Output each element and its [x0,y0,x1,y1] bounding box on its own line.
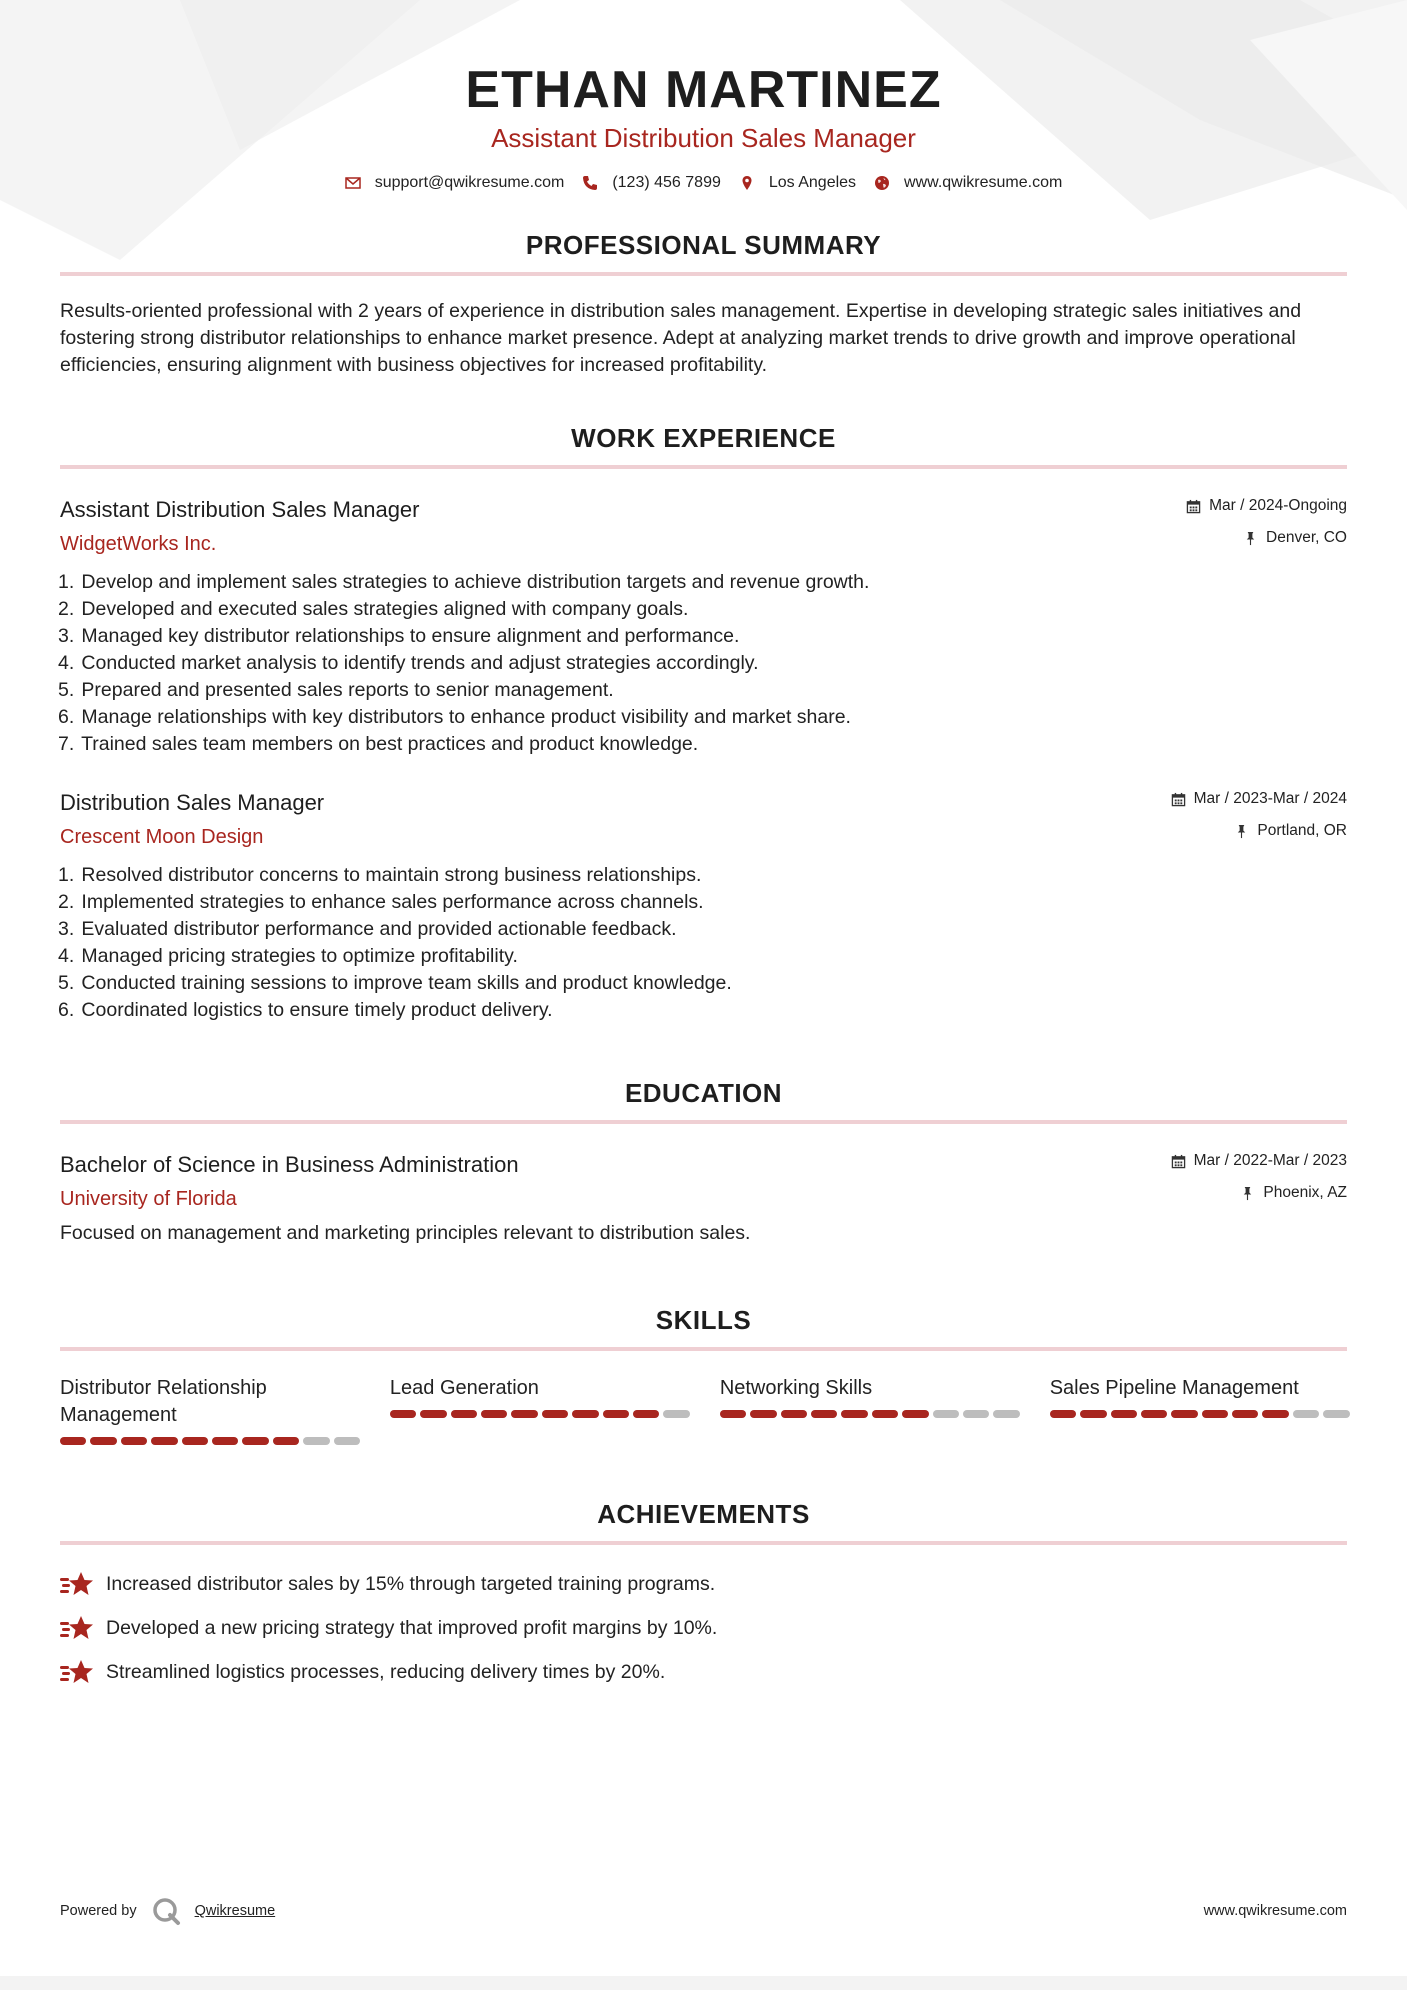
achievement-text: Streamlined logistics processes, reducing delivery times by 20%. [106,1660,666,1683]
skill-name: Lead Generation [389,1377,539,1399]
skill-dot-filled [121,1437,147,1445]
contact-location [739,174,856,192]
skills-list [60,1375,1347,1445]
calendar-icon [1186,499,1201,514]
skill-dot-filled [720,1410,746,1418]
skill-dot-empty [1293,1410,1319,1418]
skill-dot-empty [933,1410,959,1418]
job-location [1171,820,1347,842]
skill-dot-filled [90,1437,116,1445]
skill-dot-empty [303,1437,329,1445]
skill-dot-filled [841,1410,867,1418]
education-location-text: Phoenix, AZ [1263,1184,1347,1201]
skill-dot-filled [1202,1410,1228,1418]
skill-dot-filled [1232,1410,1258,1418]
job-duties-list [60,569,1347,758]
skill-dot-empty [663,1410,689,1418]
map-pin-icon [739,175,755,191]
skill-dot-filled [781,1410,807,1418]
skill-dot-filled [1111,1410,1137,1418]
education-section [60,1076,1347,1247]
achievement-text: Developed a new pricing strategy that improved profit margins by 10%. [106,1616,718,1639]
skill-dot-filled [1080,1410,1106,1418]
list-item: 6. Coordinated logistics to ensure timely product delivery. [58,999,553,1021]
degree-title: Bachelor of Science in Business Administration [60,1152,519,1177]
job-duties-list [60,862,1347,1024]
list-item: 1. Develop and implement sales strategies to achieve distribution targets and revenue growth. [58,571,870,593]
skill-dot-filled [572,1410,598,1418]
skill-dot-filled [511,1410,537,1418]
resume-header [60,0,1347,192]
shooting-star-icon [60,1569,94,1599]
qwikresume-logo-icon [151,1896,181,1926]
skill-item [720,1375,1020,1445]
shooting-star-icon [60,1613,94,1643]
phone-icon [582,175,598,191]
achievements-heading: ACHIEVEMENTS [60,1497,1347,1545]
summary-heading: PROFESSIONAL SUMMARY [60,228,1347,276]
list-item: 2. Developed and executed sales strategies aligned with company goals. [58,598,689,620]
contact-email-text: support@qwikresume.com [374,174,565,191]
list-item: 3. Managed key distributor relationships to ensure alignment and performance. [58,625,740,647]
contact-email[interactable] [345,174,565,192]
skills-heading: SKILLS [60,1303,1347,1351]
summary-section [60,228,1347,379]
education-location [1171,1182,1347,1204]
achievements-list [60,1567,1347,1689]
education-description: Focused on management and marketing principles relevant to distribution sales. [60,1222,751,1244]
qwikresume-link[interactable]: Qwikresume [194,1903,276,1919]
job-company: WidgetWorks Inc. [60,533,217,555]
job-dates-text: Mar / 2024-Ongoing [1209,497,1347,514]
skill-item [390,1375,690,1445]
skill-rating [60,1437,360,1445]
school-name: University of Florida [60,1188,237,1210]
skill-item [1050,1375,1350,1445]
powered-by-label: Powered by [60,1903,137,1919]
globe-icon [874,175,890,191]
summary-text: Results-oriented professional with 2 years of experience in distribution sales management. Expertise in developing strategic sales initiatives and fostering strong distributor relationships to enhance market presence. Adept at analyzing market trends to drive growth and improve operational efficiencies, ensuring alignment with business objectives for increased profitability. [60,300,1302,376]
page-footer [60,1896,1347,1926]
skill-rating [1050,1410,1350,1418]
list-item: 4. Managed pricing strategies to optimize profitability. [58,945,518,967]
job-location [1186,527,1347,549]
skill-dot-empty [334,1437,360,1445]
skill-dot-filled [603,1410,629,1418]
list-item: 6. Manage relationships with key distributors to enhance product visibility and market share. [58,706,851,728]
footer-strip [0,1976,1407,1990]
footer-website[interactable]: www.qwikresume.com [1203,1903,1347,1919]
list-item: 2. Implemented strategies to enhance sales performance across channels. [58,891,704,913]
skill-dot-filled [872,1410,898,1418]
education-entry [60,1150,1347,1247]
job-dates [1186,495,1347,517]
job-company: Crescent Moon Design [60,826,264,848]
skill-dot-filled [182,1437,208,1445]
skill-dot-filled [151,1437,177,1445]
candidate-title: Assistant Distribution Sales Manager [491,123,916,153]
job-dates [1171,788,1347,810]
skill-dot-filled [242,1437,268,1445]
skill-dot-filled [542,1410,568,1418]
job-entry [60,788,1347,1024]
contact-location-text: Los Angeles [768,174,857,191]
job-entry [60,495,1347,758]
job-title: Assistant Distribution Sales Manager [60,497,420,522]
skill-dot-filled [811,1410,837,1418]
skill-dot-filled [451,1410,477,1418]
skill-dot-filled [273,1437,299,1445]
education-heading: EDUCATION [60,1076,1347,1124]
contact-bar [60,174,1347,192]
skills-section [60,1303,1347,1445]
skill-dot-empty [963,1410,989,1418]
skill-dot-filled [1050,1410,1076,1418]
list-item: 5. Prepared and presented sales reports to senior management. [58,679,614,701]
skill-rating [720,1410,1020,1418]
contact-website-text: www.qwikresume.com [904,174,1063,191]
skill-dot-filled [390,1410,416,1418]
skill-name: Distributor Relationship Management [60,1377,267,1426]
list-item [60,1655,1347,1689]
skill-name: Sales Pipeline Management [1049,1377,1299,1399]
skill-item [60,1375,360,1445]
work-experience-heading: WORK EXPERIENCE [60,421,1347,469]
contact-phone-text: (123) 456 7899 [612,174,721,191]
list-item: 1. Resolved distributor concerns to maintain strong business relationships. [58,864,702,886]
skill-dot-filled [420,1410,446,1418]
envelope-icon [345,175,361,191]
skill-dot-filled [1262,1410,1288,1418]
skill-rating [390,1410,690,1418]
job-title: Distribution Sales Manager [60,790,325,815]
calendar-icon [1171,792,1186,807]
job-location-text: Denver, CO [1266,529,1347,546]
list-item: 5. Conducted training sessions to improve team skills and product knowledge. [58,972,732,994]
calendar-icon [1171,1154,1186,1169]
skill-dot-empty [1323,1410,1349,1418]
skill-dot-filled [750,1410,776,1418]
education-dates-text: Mar / 2022-Mar / 2023 [1193,1152,1347,1169]
skill-dot-filled [1141,1410,1167,1418]
job-location-text: Portland, OR [1257,822,1347,839]
achievement-text: Increased distributor sales by 15% through targeted training programs. [106,1572,716,1595]
pushpin-icon [1234,824,1249,839]
list-item [60,1567,1347,1601]
list-item: 7. Trained sales team members on best practices and product knowledge. [58,733,699,755]
pushpin-icon [1243,531,1258,546]
job-dates-text: Mar / 2023-Mar / 2024 [1193,790,1347,807]
contact-phone[interactable] [582,174,721,192]
achievements-section [60,1497,1347,1689]
shooting-star-icon [60,1657,94,1687]
skill-dot-filled [481,1410,507,1418]
skill-dot-filled [633,1410,659,1418]
pushpin-icon [1240,1186,1255,1201]
list-item [60,1611,1347,1645]
education-dates [1171,1150,1347,1172]
candidate-name: ETHAN MARTINEZ [465,61,942,119]
skill-dot-filled [902,1410,928,1418]
skill-dot-empty [993,1410,1019,1418]
list-item: 3. Evaluated distributor performance and provided actionable feedback. [58,918,677,940]
skill-dot-filled [1171,1410,1197,1418]
skill-name: Networking Skills [719,1377,873,1399]
skill-dot-filled [212,1437,238,1445]
skill-dot-filled [60,1437,86,1445]
contact-website[interactable] [874,174,1062,192]
work-experience-section [60,421,1347,1024]
list-item: 4. Conducted market analysis to identify trends and adjust strategies accordingly. [58,652,759,674]
